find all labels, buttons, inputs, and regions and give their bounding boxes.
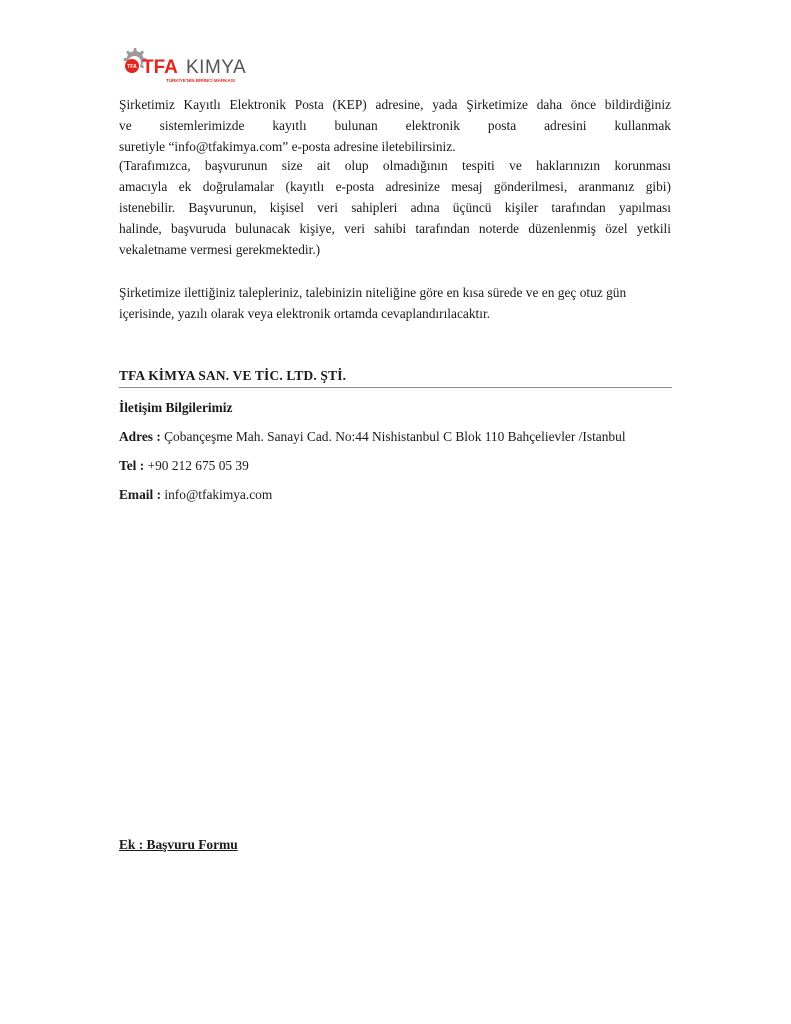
gear-label: TFA [127, 64, 137, 70]
address-value: Çobançeşme Mah. Sanayi Cad. No:44 Nishistanbul C Blok 110 Bahçelievler /Istanbul [160, 429, 626, 444]
logo-brand-secondary: KIMYA [186, 57, 247, 78]
contact-email [119, 487, 272, 503]
paragraph-kep [119, 94, 671, 157]
contact-tel [119, 458, 249, 474]
paragraph-line: halinde, başvuruda bulunacak kişiye, veri sahibi tarafından noterde düzenlenmiş özel yetkili [119, 221, 671, 236]
paragraph-line: (Tarafımızca, başvurunun size ait olup olmadığının tespiti ve haklarınızın korunması [119, 158, 671, 173]
company-name: TFA KİMYA SAN. VE TİC. LTD. ŞTİ. [119, 368, 347, 383]
email-label: Email : [119, 487, 162, 502]
paragraph-line: içerisinde, yazılı olarak veya elektronik ortamda cevaplandırılacaktır. [119, 306, 491, 321]
paragraph-line: Şirketimiz Kayıtlı Elektronik Posta (KEP) adresine, yada Şirketimize daha önce bildirdiğiniz [119, 97, 671, 112]
paragraph-line: Şirketimize ilettiğiniz talepleriniz, talebinizin niteliğine göre en kısa sürede ve en geç otuz gün [119, 285, 627, 300]
address-label: Adres : [119, 429, 161, 444]
paragraph-line: amacıyla ek doğrulamalar (kayıtlı e-posta adresinize mesaj gönderilmesi, aranmanız gibi) [119, 179, 671, 194]
company-logo [118, 46, 248, 90]
paragraph-line: istenebilir. Başvurunun, kişisel veri sahipleri adına üçüncü kişiler tarafından yapılması [119, 200, 671, 215]
paragraph-line: vekaletname vermesi gerekmektedir.) [119, 242, 321, 257]
email-value: info@tfakimya.com [161, 487, 273, 502]
divider [119, 387, 672, 388]
tel-value: +90 212 675 05 39 [144, 458, 249, 473]
contact-heading: İletişim Bilgilerimiz [119, 400, 233, 415]
logo-tagline: TÜRKİYE'NİN BİRİNCİ MARKASI [166, 78, 235, 83]
paragraph-line: suretiyle “info@tfakimya.com” e-posta adresine iletebilirsiniz. [119, 139, 456, 154]
contact-address [119, 429, 626, 445]
logo-brand-primary: TFA [142, 57, 178, 78]
paragraph-response-time [119, 282, 671, 324]
paragraph-verification [119, 155, 671, 260]
paragraph-line: ve sistemlerimizde kayıtlı bulunan elektronik posta adresini kullanmak [119, 118, 671, 133]
annex-link: Ek : Başvuru Formu [119, 837, 238, 852]
tel-label: Tel : [119, 458, 145, 473]
